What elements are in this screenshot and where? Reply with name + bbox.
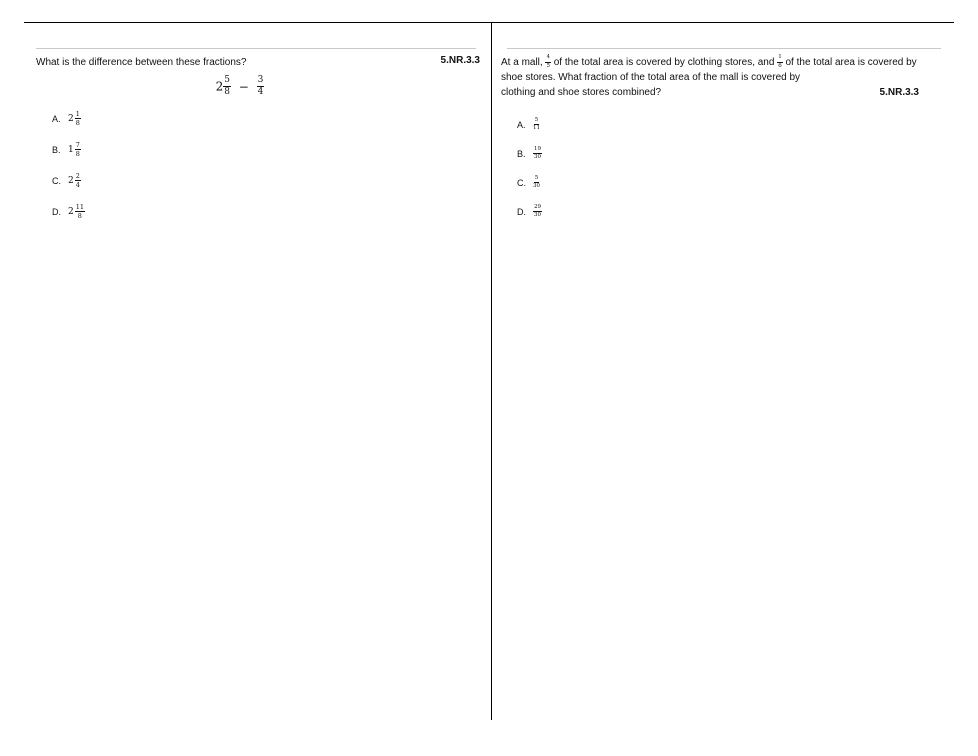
answer-choice-c[interactable] <box>52 165 480 196</box>
fraction-numerator: 5 <box>534 118 540 126</box>
choice-letter: C. <box>52 175 61 186</box>
answer-choice-d[interactable] <box>517 197 941 226</box>
choice-letter: B. <box>52 144 61 155</box>
fraction-denominator: 8 <box>75 119 80 127</box>
fraction-numerator: 29 <box>533 205 542 213</box>
answer-choice-d[interactable] <box>52 196 480 227</box>
fraction-denominator: 11 <box>533 125 540 131</box>
choice-whole: 1 <box>68 144 74 155</box>
answer-choice-b[interactable] <box>517 139 941 168</box>
answer-choice-a[interactable] <box>52 103 480 134</box>
choice-whole: 2 <box>68 206 74 217</box>
fraction-denominator: 4 <box>75 181 80 189</box>
minus-sign: − <box>238 79 249 94</box>
choice-fraction <box>533 118 540 132</box>
choice-whole: 2 <box>68 175 74 186</box>
question-text: What is the difference between these fractions? <box>36 57 247 68</box>
fraction-numerator: 2 <box>75 171 80 180</box>
fraction-numerator: 19 <box>533 147 542 155</box>
choice-letter: C. <box>517 177 526 188</box>
choice-fraction <box>533 147 542 161</box>
fraction-denominator: 8 <box>224 87 230 97</box>
standard-code: 5.NR.3.3 <box>879 87 919 98</box>
choice-fraction <box>75 142 81 158</box>
fraction-numerator: 4 <box>545 55 551 63</box>
fraction-numerator: 5 <box>224 75 230 85</box>
choice-letter: A. <box>517 119 526 130</box>
answer-choices <box>52 103 480 227</box>
fraction-numerator: 3 <box>257 75 264 85</box>
choice-fraction <box>75 111 81 127</box>
choice-letter: A. <box>52 113 61 124</box>
expression-whole: 2 <box>215 79 224 94</box>
question-text-part: At a mall, <box>501 57 543 68</box>
choice-whole: 2 <box>68 113 74 124</box>
choice-letter: B. <box>517 148 526 159</box>
fraction-numerator: 5 <box>534 176 540 184</box>
fraction-denominator: 4 <box>257 87 264 97</box>
question-rule <box>507 48 941 49</box>
fraction-numerator: 11 <box>75 202 85 211</box>
column-divider <box>491 22 492 720</box>
question-left <box>36 48 480 227</box>
question-header <box>36 55 480 70</box>
question-rule <box>36 48 476 49</box>
expression-fraction-2 <box>257 76 265 97</box>
question-fraction-1 <box>545 55 551 69</box>
fraction-denominator: 30 <box>534 212 541 218</box>
math-expression <box>0 76 480 97</box>
fraction-denominator: 5 <box>546 62 550 69</box>
question-text-part: of the total area is covered by shoe stores. What fraction of the total area of the mall is covered by <box>501 57 917 83</box>
answer-choices <box>517 110 941 226</box>
answer-choice-a[interactable] <box>517 110 941 139</box>
question-text-part: of the total area is covered by clothing stores, and <box>553 57 775 68</box>
fraction-denominator: 8 <box>75 150 80 158</box>
fraction-numerator: 7 <box>75 140 80 149</box>
question-fraction-2 <box>777 55 783 69</box>
fraction-denominator: 8 <box>77 212 82 220</box>
page-top-rule <box>24 22 954 23</box>
choice-letter: D. <box>52 206 61 217</box>
fraction-denominator: 30 <box>533 183 540 189</box>
choice-fraction <box>533 176 540 190</box>
choice-letter: D. <box>517 206 526 217</box>
fraction-numerator: 1 <box>75 109 80 118</box>
fraction-numerator: 1 <box>777 55 783 63</box>
question-text-part: clothing and shoe stores combined? <box>501 87 662 98</box>
question-last-line <box>501 85 937 100</box>
fraction-denominator: 6 <box>778 62 782 69</box>
answer-choice-b[interactable] <box>52 134 480 165</box>
standard-code: 5.NR.3.3 <box>440 55 480 66</box>
choice-fraction <box>533 205 542 219</box>
question-right <box>501 48 941 226</box>
fraction-denominator: 30 <box>534 154 541 160</box>
answer-choice-c[interactable] <box>517 168 941 197</box>
expression-fraction-1 <box>223 76 231 97</box>
question-text <box>501 55 941 100</box>
choice-fraction <box>75 204 85 220</box>
choice-fraction <box>75 173 81 189</box>
